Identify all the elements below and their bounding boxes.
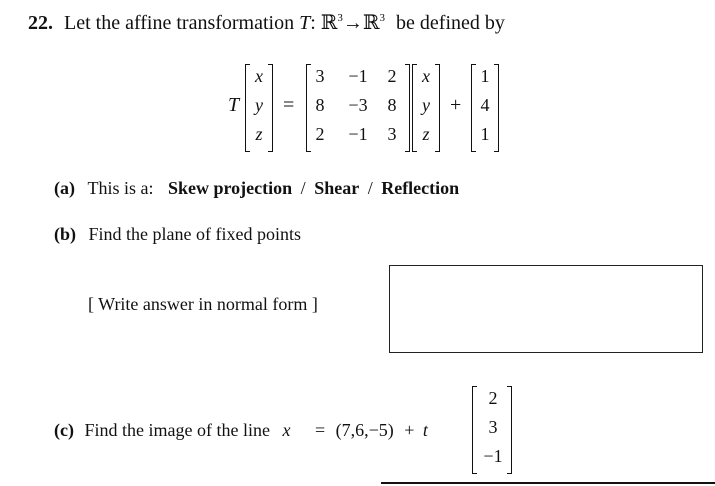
var-z: z (422, 124, 430, 144)
part-c-text: Find the image of the line (84, 420, 270, 440)
matrix-cell: 8 (387, 95, 397, 115)
part-b-label: (b) (54, 224, 76, 244)
direction-cell: 2 (488, 388, 498, 408)
transform-symbol: T (299, 12, 311, 34)
answer-box-top-edge (381, 482, 715, 484)
translation-cell: 4 (480, 95, 490, 115)
matrix-cell: 8 (315, 95, 325, 115)
direction-vector (472, 386, 512, 474)
codomain-symbol: ℝ (362, 12, 380, 34)
var-y: y (422, 95, 430, 115)
option-reflection[interactable]: Reflection (381, 178, 460, 198)
option-shear[interactable]: Shear (314, 178, 360, 198)
plus-sign: + (450, 94, 462, 116)
domain-exponent: 3 (337, 12, 343, 24)
question-tail: be defined by (396, 12, 505, 34)
matrix-cell: −3 (348, 95, 368, 115)
coefficient-matrix (306, 64, 410, 152)
matrix-cell: 2 (315, 124, 325, 144)
question-number: 22. (28, 12, 53, 34)
input-z: z (255, 124, 263, 144)
option-separator: / (367, 178, 373, 198)
part-b-hint: [ Write answer in normal form ] (88, 294, 318, 314)
colon: : (310, 12, 316, 34)
part-a (54, 178, 459, 199)
line-equals: = (314, 420, 326, 440)
equation-T: T (228, 94, 240, 116)
input-y: y (255, 95, 263, 115)
matrix-cell: −1 (348, 124, 368, 144)
input-vector (245, 64, 273, 152)
matrix-cell: 3 (315, 66, 325, 86)
option-separator: / (300, 178, 306, 198)
part-a-label: (a) (54, 178, 75, 198)
line-vector-symbol: x⃗ (282, 420, 305, 440)
variable-vector (412, 64, 440, 152)
part-b (54, 224, 301, 245)
matrix-cell: 3 (387, 124, 397, 144)
translation-cell: 1 (480, 66, 490, 86)
input-x: x (255, 66, 263, 86)
part-b-text: Find the plane of fixed points (88, 224, 301, 244)
equals-sign: = (283, 94, 295, 116)
plane-answer-box[interactable] (389, 265, 703, 353)
matrix-cell: −1 (348, 66, 368, 86)
codomain-exponent: 3 (379, 12, 386, 24)
matrix-cell: 2 (387, 66, 397, 86)
direction-cell: −1 (483, 446, 503, 466)
question-header (28, 10, 505, 35)
line-parameter: t (422, 420, 428, 440)
line-point: (7,6,−5) (335, 420, 394, 440)
question-intro: Let the affine transformation (64, 12, 295, 34)
part-c (54, 420, 428, 441)
part-a-text: This is a: (87, 178, 154, 198)
line-plus: + (404, 420, 415, 440)
translation-vector (471, 64, 499, 152)
arrow-symbol: → (342, 12, 363, 34)
direction-cell: 3 (488, 417, 498, 437)
domain-symbol: ℝ (320, 12, 338, 34)
option-skew-projection[interactable]: Skew projection (168, 178, 293, 198)
var-x: x (422, 66, 430, 86)
part-c-label: (c) (54, 420, 74, 440)
translation-cell: 1 (480, 124, 490, 144)
